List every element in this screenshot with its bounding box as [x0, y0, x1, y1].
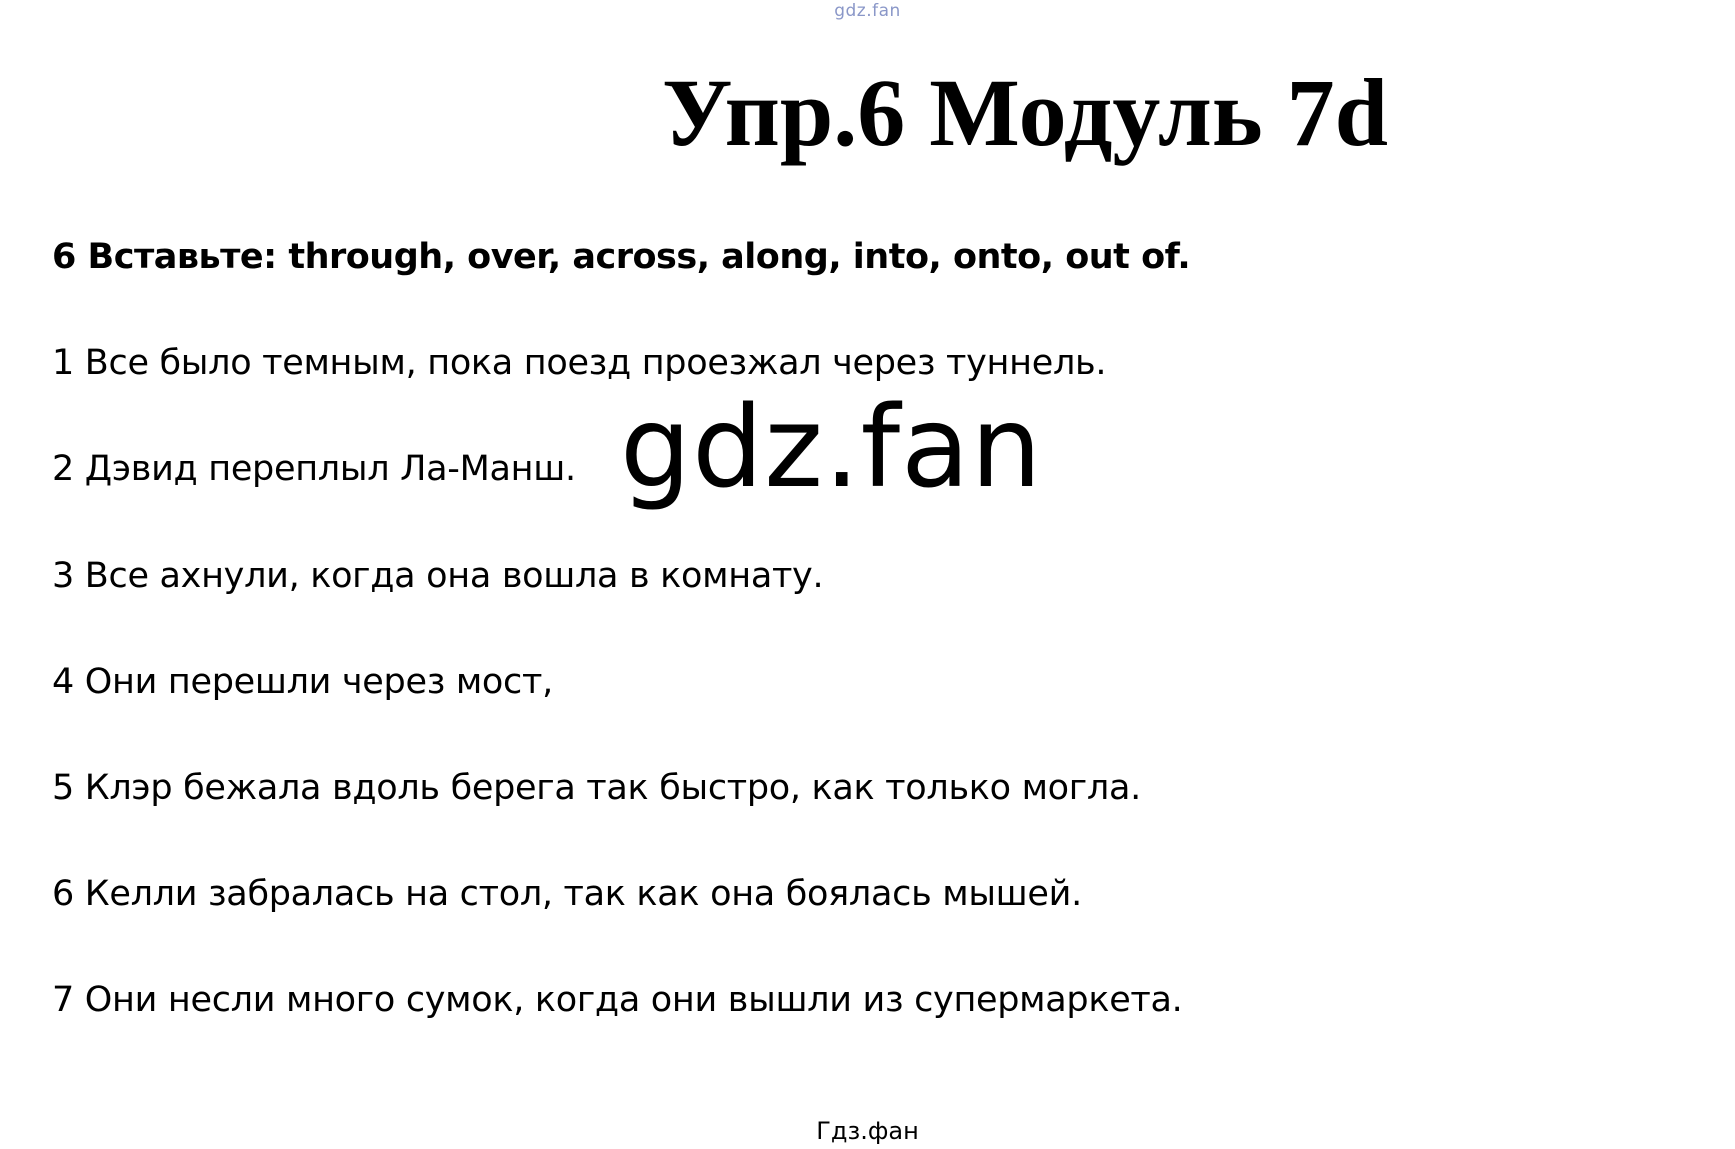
- sentence-7: 7 Они несли много сумок, когда они вышли из супермаркета.: [52, 980, 1183, 1020]
- sentence-1: 1 Все было темным, пока поезд проезжал через туннель.: [52, 343, 1107, 383]
- sentence-5: 5 Клэр бежала вдоль берега так быстро, как только могла.: [52, 768, 1141, 808]
- page-title: Упр.6 Модуль 7d: [662, 59, 1389, 166]
- top-watermark: gdz.fan: [834, 1, 901, 21]
- sentence-3: 3 Все ахнули, когда она вошла в комнату.: [52, 556, 824, 596]
- footer-watermark: Гдз.фан: [816, 1117, 919, 1145]
- sentence-2: 2 Дэвид переплыл Ла-Манш.: [52, 449, 576, 489]
- task-instruction: 6 Вставьте: through, over, across, along, into, onto, out of.: [52, 237, 1191, 277]
- center-watermark: gdz.fan: [620, 383, 1043, 513]
- sentence-4: 4 Они перешли через мост,: [52, 662, 553, 702]
- sentence-6: 6 Келли забралась на стол, так как она боялась мышей.: [52, 874, 1082, 914]
